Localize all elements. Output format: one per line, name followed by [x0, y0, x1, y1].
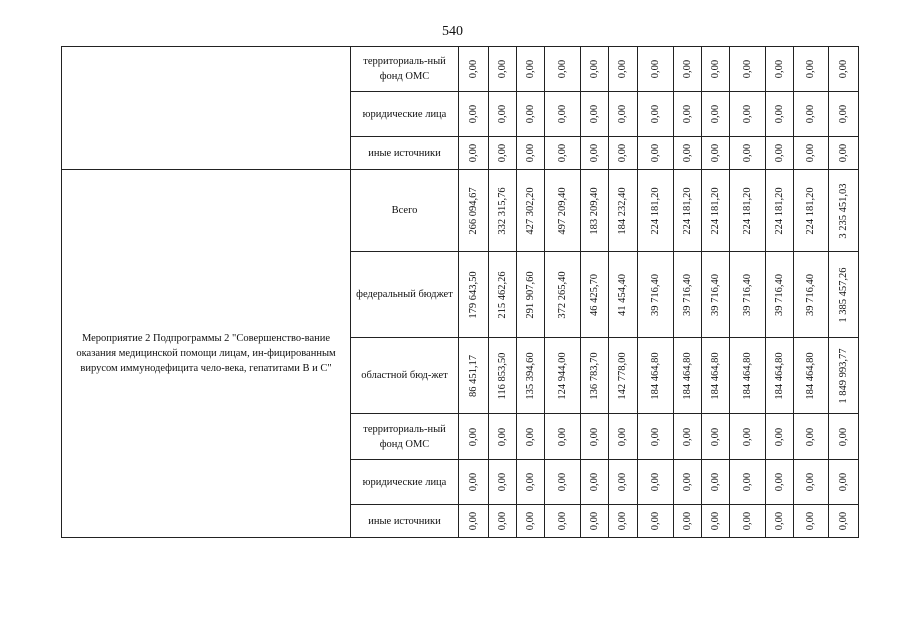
amount-value: 0,00	[837, 472, 849, 492]
amount-value: 0,00	[741, 427, 753, 446]
funding-source-cell: иные источники	[351, 505, 459, 538]
amount-value: 184 464,80	[805, 351, 816, 400]
amount-cell	[674, 414, 702, 460]
amount-cell	[545, 505, 581, 538]
amount-cell	[766, 47, 794, 92]
amount-value: 135 394,60	[524, 351, 536, 400]
amount-cell	[794, 414, 829, 460]
amount-cell	[581, 47, 609, 92]
amount-cell	[609, 252, 638, 338]
amount-cell	[730, 505, 766, 538]
amount-value: 1 385 457,26	[837, 266, 849, 323]
amount-value: 0,00	[467, 59, 479, 79]
amount-cell	[545, 460, 581, 505]
amount-value: 0,00	[524, 427, 536, 446]
amount-value: 0,00	[556, 511, 568, 531]
amount-cell	[517, 92, 545, 137]
amount-value: 1 849 993,77	[837, 347, 849, 404]
amount-value: 86 451,17	[467, 354, 479, 397]
amount-value: 332 315,76	[496, 186, 508, 235]
amount-value: 0,00	[617, 59, 628, 79]
amount-value: 0,00	[681, 472, 693, 492]
amount-cell	[829, 170, 859, 252]
amount-cell	[794, 338, 829, 414]
amount-cell	[517, 414, 545, 460]
amount-cell	[517, 170, 545, 252]
amount-value: 0,00	[496, 143, 508, 163]
amount-cell	[609, 460, 638, 505]
amount-value: 0,00	[805, 511, 816, 531]
amount-value: 0,00	[617, 511, 628, 531]
amount-cell	[638, 505, 674, 538]
amount-cell	[459, 137, 489, 170]
amount-value: 184 464,80	[709, 351, 721, 400]
amount-cell	[609, 505, 638, 538]
amount-value: 0,00	[649, 427, 661, 446]
amount-cell	[638, 460, 674, 505]
amount-cell	[674, 137, 702, 170]
amount-cell	[794, 92, 829, 137]
amount-value: 0,00	[588, 511, 600, 531]
amount-cell	[489, 505, 517, 538]
amount-cell	[517, 137, 545, 170]
amount-cell	[545, 92, 581, 137]
amount-cell	[794, 170, 829, 252]
amount-value: 0,00	[805, 104, 816, 124]
amount-cell	[702, 414, 730, 460]
amount-cell	[829, 137, 859, 170]
amount-value: 427 302,20	[524, 186, 536, 235]
amount-value: 0,00	[681, 104, 693, 124]
amount-cell	[730, 47, 766, 92]
amount-value: 0,00	[496, 427, 508, 446]
amount-cell	[702, 252, 730, 338]
funding-source-cell: территориаль-ный фонд ОМС	[351, 414, 459, 460]
amount-value: 291 907,60	[524, 270, 536, 319]
amount-cell	[730, 338, 766, 414]
funding-source-cell: юридические лица	[351, 92, 459, 137]
amount-value: 39 716,40	[805, 273, 816, 316]
funding-source-cell: областной бюд-жет	[351, 338, 459, 414]
amount-value: 0,00	[837, 143, 849, 163]
amount-cell	[638, 137, 674, 170]
amount-cell	[489, 460, 517, 505]
amount-value: 39 716,40	[773, 273, 785, 316]
amount-cell	[459, 252, 489, 338]
amount-value: 0,00	[805, 143, 816, 163]
amount-cell	[489, 170, 517, 252]
amount-cell	[459, 170, 489, 252]
amount-cell	[545, 170, 581, 252]
amount-cell	[545, 137, 581, 170]
amount-value: 215 462,26	[496, 270, 508, 319]
amount-cell	[674, 338, 702, 414]
amount-cell	[581, 414, 609, 460]
amount-value: 0,00	[805, 427, 816, 446]
amount-cell	[829, 414, 859, 460]
amount-cell	[517, 460, 545, 505]
amount-value: 0,00	[773, 143, 785, 163]
amount-value: 0,00	[649, 143, 661, 163]
amount-cell	[730, 137, 766, 170]
amount-value: 0,00	[467, 472, 479, 492]
amount-cell	[459, 505, 489, 538]
amount-value: 41 454,40	[617, 273, 628, 316]
amount-value: 224 181,20	[709, 186, 721, 235]
amount-cell	[794, 505, 829, 538]
amount-value: 136 783,70	[588, 351, 600, 400]
amount-value: 0,00	[556, 59, 568, 79]
amount-cell	[730, 460, 766, 505]
amount-value: 184 464,80	[649, 351, 661, 400]
amount-value: 0,00	[681, 511, 693, 531]
amount-value: 0,00	[524, 59, 536, 79]
activity-cell-continued	[62, 47, 351, 170]
amount-cell	[674, 170, 702, 252]
amount-cell	[702, 505, 730, 538]
amount-value: 0,00	[773, 104, 785, 124]
amount-cell	[609, 92, 638, 137]
amount-value: 0,00	[524, 143, 536, 163]
amount-cell	[517, 252, 545, 338]
amount-value: 0,00	[741, 104, 753, 124]
amount-value: 39 716,40	[649, 273, 661, 316]
amount-value: 266 094,67	[467, 186, 479, 235]
amount-cell	[674, 252, 702, 338]
amount-value: 0,00	[773, 427, 785, 446]
amount-value: 0,00	[741, 143, 753, 163]
amount-cell	[674, 505, 702, 538]
amount-cell	[829, 505, 859, 538]
table-row	[62, 47, 859, 92]
amount-cell	[829, 92, 859, 137]
amount-cell	[794, 137, 829, 170]
amount-value: 0,00	[773, 472, 785, 492]
amount-value: 224 181,20	[681, 186, 693, 235]
amount-cell	[581, 460, 609, 505]
amount-cell	[674, 92, 702, 137]
amount-value: 0,00	[837, 511, 849, 531]
amount-value: 0,00	[556, 143, 568, 163]
amount-value: 0,00	[556, 427, 568, 446]
amount-cell	[489, 92, 517, 137]
funding-source-cell: территориаль-ный фонд ОМС	[351, 47, 459, 92]
amount-value: 0,00	[709, 472, 721, 492]
funding-source-cell: федеральный бюджет	[351, 252, 459, 338]
amount-cell	[674, 47, 702, 92]
amount-cell	[638, 414, 674, 460]
amount-cell	[459, 460, 489, 505]
amount-cell	[581, 252, 609, 338]
amount-value: 0,00	[496, 104, 508, 124]
amount-value: 116 853,50	[496, 352, 508, 399]
amount-value: 142 778,00	[617, 351, 628, 400]
amount-cell	[638, 252, 674, 338]
amount-cell	[766, 460, 794, 505]
amount-value: 3 235 451,03	[837, 182, 849, 239]
amount-value: 0,00	[741, 59, 753, 79]
amount-cell	[489, 252, 517, 338]
page-number: 540	[442, 24, 463, 39]
amount-value: 0,00	[467, 511, 479, 531]
amount-cell	[638, 170, 674, 252]
amount-value: 0,00	[496, 59, 508, 79]
amount-cell	[730, 414, 766, 460]
amount-value: 46 425,70	[588, 273, 600, 316]
amount-value: 224 181,20	[741, 186, 753, 235]
activity-title: Мероприятие 2 Подпрограммы 2 "Совершенство-вание оказания медицинской помощи лицам, ин-фицированным вирусом иммунодефицита чело-века, гепатитами В и С"	[62, 170, 351, 538]
amount-cell	[581, 92, 609, 137]
amount-value: 0,00	[556, 472, 568, 492]
amount-value: 0,00	[649, 104, 661, 124]
amount-cell	[638, 47, 674, 92]
amount-cell	[829, 460, 859, 505]
amount-value: 0,00	[773, 511, 785, 531]
amount-cell	[609, 47, 638, 92]
amount-value: 183 209,40	[588, 186, 600, 235]
funding-source-cell: юридические лица	[351, 460, 459, 505]
amount-value: 0,00	[709, 143, 721, 163]
amount-value: 39 716,40	[741, 273, 753, 316]
amount-value: 0,00	[709, 427, 721, 446]
amount-value: 0,00	[588, 59, 600, 79]
amount-cell	[581, 137, 609, 170]
amount-value: 0,00	[556, 104, 568, 124]
amount-cell	[829, 338, 859, 414]
amount-cell	[517, 338, 545, 414]
amount-cell	[609, 338, 638, 414]
amount-value: 0,00	[773, 59, 785, 79]
amount-value: 0,00	[588, 104, 600, 124]
amount-value: 224 181,20	[805, 186, 816, 235]
amount-cell	[489, 47, 517, 92]
amount-value: 0,00	[709, 511, 721, 531]
amount-value: 0,00	[681, 143, 693, 163]
amount-value: 0,00	[681, 59, 693, 79]
amount-value: 0,00	[467, 104, 479, 124]
amount-cell	[766, 170, 794, 252]
amount-value: 0,00	[741, 511, 753, 531]
amount-cell	[545, 338, 581, 414]
amount-value: 0,00	[837, 427, 849, 446]
amount-cell	[702, 170, 730, 252]
amount-value: 184 464,80	[741, 351, 753, 400]
amount-cell	[459, 338, 489, 414]
amount-value: 184 464,80	[681, 351, 693, 400]
amount-cell	[702, 460, 730, 505]
amount-value: 224 181,20	[773, 186, 785, 235]
amount-cell	[609, 414, 638, 460]
amount-value: 0,00	[649, 472, 661, 492]
amount-cell	[545, 414, 581, 460]
amount-cell	[794, 252, 829, 338]
amount-value: 0,00	[837, 59, 849, 79]
amount-cell	[829, 252, 859, 338]
amount-value: 184 232,40	[617, 186, 628, 235]
amount-value: 0,00	[805, 59, 816, 79]
amount-value: 0,00	[709, 59, 721, 79]
amount-value: 224 181,20	[649, 186, 661, 235]
amount-value: 0,00	[524, 511, 536, 531]
amount-value: 0,00	[649, 511, 661, 531]
amount-cell	[459, 92, 489, 137]
amount-cell	[702, 92, 730, 137]
amount-value: 0,00	[617, 427, 628, 446]
amount-cell	[794, 460, 829, 505]
amount-cell	[609, 137, 638, 170]
amount-value: 0,00	[709, 104, 721, 124]
amount-value: 0,00	[588, 427, 600, 446]
amount-cell	[638, 92, 674, 137]
amount-cell	[766, 92, 794, 137]
amount-cell	[459, 414, 489, 460]
amount-value: 0,00	[524, 472, 536, 492]
amount-value: 497 209,40	[556, 186, 568, 235]
amount-value: 0,00	[681, 427, 693, 446]
amount-cell	[766, 338, 794, 414]
amount-value: 184 464,80	[773, 351, 785, 400]
amount-value: 372 265,40	[556, 270, 568, 319]
amount-cell	[581, 170, 609, 252]
amount-cell	[766, 505, 794, 538]
amount-cell	[794, 47, 829, 92]
amount-value: 39 716,40	[709, 273, 721, 316]
amount-value: 0,00	[837, 104, 849, 124]
amount-value: 0,00	[467, 427, 479, 446]
amount-cell	[517, 505, 545, 538]
amount-cell	[489, 137, 517, 170]
amount-cell	[638, 338, 674, 414]
amount-value: 124 944,00	[556, 351, 568, 400]
budget-table	[61, 46, 859, 538]
amount-cell	[489, 414, 517, 460]
amount-cell	[730, 92, 766, 137]
funding-source-cell: Всего	[351, 170, 459, 252]
amount-cell	[766, 252, 794, 338]
amount-value: 0,00	[741, 472, 753, 492]
amount-cell	[545, 252, 581, 338]
amount-cell	[702, 47, 730, 92]
amount-cell	[517, 47, 545, 92]
amount-cell	[702, 338, 730, 414]
amount-value: 0,00	[467, 143, 479, 163]
amount-cell	[730, 252, 766, 338]
amount-value: 0,00	[805, 472, 816, 492]
amount-value: 0,00	[617, 143, 628, 163]
amount-cell	[459, 47, 489, 92]
amount-value: 0,00	[496, 472, 508, 492]
amount-cell	[766, 137, 794, 170]
amount-cell	[581, 505, 609, 538]
amount-cell	[581, 338, 609, 414]
amount-cell	[609, 170, 638, 252]
amount-cell	[730, 170, 766, 252]
amount-value: 0,00	[524, 104, 536, 124]
amount-value: 0,00	[588, 472, 600, 492]
amount-value: 0,00	[617, 104, 628, 124]
amount-cell	[702, 137, 730, 170]
amount-value: 0,00	[588, 143, 600, 163]
amount-cell	[489, 338, 517, 414]
amount-cell	[545, 47, 581, 92]
amount-cell	[829, 47, 859, 92]
amount-cell	[766, 414, 794, 460]
table-row	[62, 170, 859, 252]
funding-source-cell: иные источники	[351, 137, 459, 170]
amount-value: 0,00	[649, 59, 661, 79]
amount-value: 0,00	[496, 511, 508, 531]
amount-value: 0,00	[617, 472, 628, 492]
amount-cell	[674, 460, 702, 505]
amount-value: 179 643,50	[467, 270, 479, 319]
amount-value: 39 716,40	[681, 273, 693, 316]
